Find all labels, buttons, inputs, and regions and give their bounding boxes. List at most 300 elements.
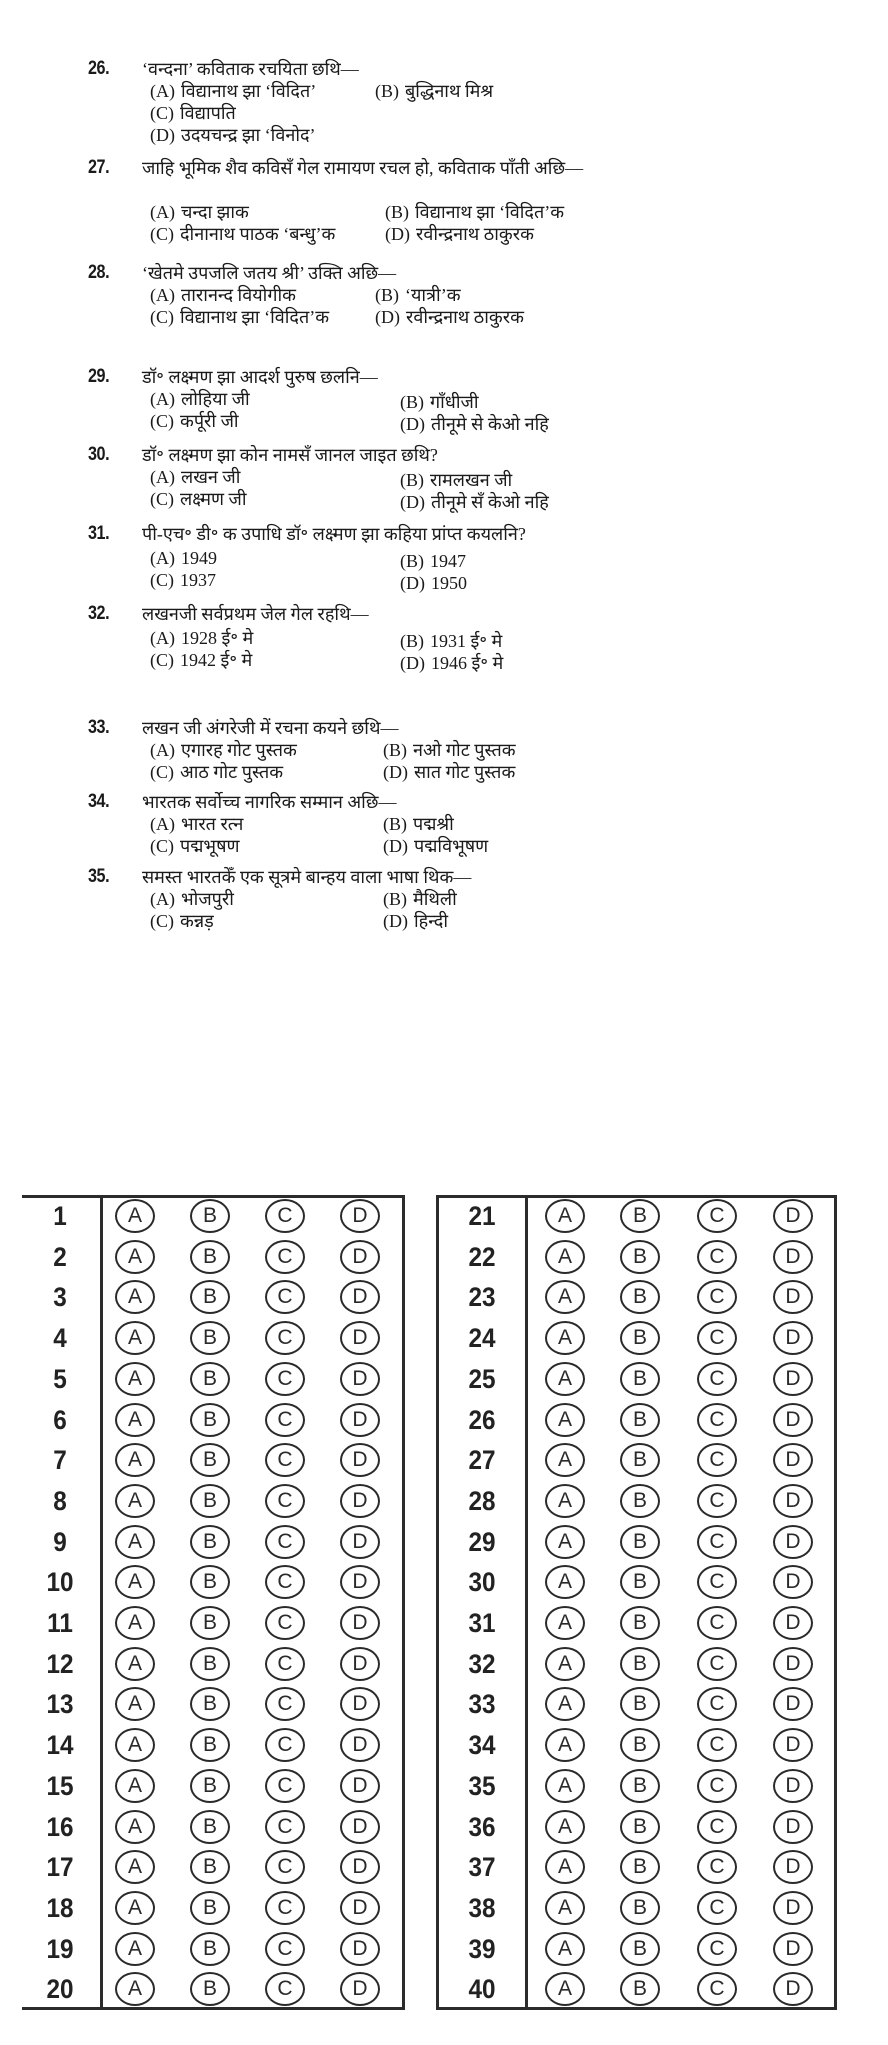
- bubble-b[interactable]: B: [190, 1362, 230, 1396]
- bubble-a[interactable]: A: [545, 1647, 585, 1681]
- bubble-c[interactable]: C: [697, 1280, 737, 1314]
- option-text: सात गोट पुस्तक: [414, 762, 516, 782]
- bubble-c[interactable]: C: [697, 1606, 737, 1640]
- bubble-c[interactable]: C: [265, 1932, 305, 1966]
- bubble-b[interactable]: B: [190, 1565, 230, 1599]
- bubble-d[interactable]: D: [340, 1647, 380, 1681]
- bubble-a[interactable]: A: [545, 1850, 585, 1884]
- answer-option[interactable]: [150, 488, 247, 510]
- bubble-a[interactable]: A: [115, 1565, 155, 1599]
- bubble-d[interactable]: D: [773, 1972, 813, 2006]
- bubble-a[interactable]: A: [545, 1728, 585, 1762]
- bubble-a[interactable]: A: [545, 1362, 585, 1396]
- bubble-c[interactable]: C: [265, 1565, 305, 1599]
- bubble-c[interactable]: C: [265, 1321, 305, 1355]
- answer-option[interactable]: [383, 835, 488, 857]
- bubble-c[interactable]: C: [265, 1443, 305, 1477]
- bubble-a[interactable]: A: [115, 1891, 155, 1925]
- bubble-a[interactable]: A: [545, 1891, 585, 1925]
- bubble-b[interactable]: B: [620, 1321, 660, 1355]
- answer-option[interactable]: [400, 630, 502, 652]
- question-number: 32.: [88, 603, 110, 624]
- bubble-a[interactable]: A: [115, 1810, 155, 1844]
- option-label: (C): [150, 489, 174, 509]
- bubble-d[interactable]: D: [773, 1810, 813, 1844]
- bubble-c[interactable]: C: [265, 1280, 305, 1314]
- option-text: बुद्धिनाथ मिश्र: [405, 81, 494, 101]
- bubble-d[interactable]: D: [340, 1525, 380, 1559]
- bubble-d[interactable]: D: [773, 1484, 813, 1518]
- bubble-c[interactable]: C: [265, 1362, 305, 1396]
- bubble-d[interactable]: D: [340, 1199, 380, 1233]
- option-label: (C): [150, 762, 174, 782]
- row-number: 33: [468, 1689, 496, 1720]
- bubble-a[interactable]: A: [545, 1280, 585, 1314]
- answer-option[interactable]: [150, 410, 239, 432]
- bubble-a[interactable]: A: [115, 1687, 155, 1721]
- bubble-c[interactable]: C: [697, 1362, 737, 1396]
- row-number: 29: [468, 1526, 496, 1557]
- bubble-c[interactable]: C: [697, 1769, 737, 1803]
- bubble-c[interactable]: C: [697, 1565, 737, 1599]
- bubble-b[interactable]: B: [190, 1647, 230, 1681]
- answer-option[interactable]: [150, 649, 252, 671]
- option-label: (B): [383, 889, 407, 909]
- option-text: हिन्दी: [414, 911, 449, 931]
- bubble-d[interactable]: D: [773, 1280, 813, 1314]
- question-text: पी-एच॰ डी॰ क उपाधि डॉ॰ लक्ष्मण झा कहिया प्रांप्त कयलनि?: [142, 524, 526, 544]
- option-label: (A): [150, 202, 175, 222]
- bubble-c[interactable]: C: [265, 1484, 305, 1518]
- question-text: डॉ॰ लक्ष्मण झा आदर्श पुरुष छलनि—: [142, 367, 378, 387]
- bubble-a[interactable]: A: [115, 1728, 155, 1762]
- bubble-b[interactable]: B: [620, 1728, 660, 1762]
- answer-option[interactable]: [150, 813, 243, 835]
- bubble-d[interactable]: D: [340, 1606, 380, 1640]
- answer-row: [0, 1847, 888, 1887]
- answer-option[interactable]: [400, 491, 549, 513]
- answer-row: [0, 1400, 888, 1440]
- bubble-a[interactable]: A: [545, 1199, 585, 1233]
- bubble-b[interactable]: B: [620, 1687, 660, 1721]
- answer-option[interactable]: [383, 761, 515, 783]
- bubble-b[interactable]: B: [620, 1443, 660, 1477]
- row-number: 20: [46, 1974, 74, 2005]
- bubble-c[interactable]: C: [265, 1728, 305, 1762]
- answer-option[interactable]: [400, 652, 503, 674]
- bubble-c[interactable]: C: [265, 1687, 305, 1721]
- bubble-a[interactable]: A: [545, 1443, 585, 1477]
- row-number: 34: [468, 1730, 496, 1761]
- bubble-b[interactable]: B: [620, 1199, 660, 1233]
- bubble-b[interactable]: B: [190, 1810, 230, 1844]
- bubble-a[interactable]: A: [115, 1443, 155, 1477]
- bubble-a[interactable]: A: [115, 1484, 155, 1518]
- bubble-b[interactable]: B: [620, 1362, 660, 1396]
- bubble-a[interactable]: A: [115, 1321, 155, 1355]
- answer-row: [0, 1277, 888, 1317]
- bubble-a[interactable]: A: [545, 1687, 585, 1721]
- bubble-c[interactable]: C: [697, 1850, 737, 1884]
- bubble-c[interactable]: C: [697, 1728, 737, 1762]
- bubble-d[interactable]: D: [340, 1240, 380, 1274]
- bubble-c[interactable]: C: [697, 1403, 737, 1437]
- row-number: 39: [468, 1933, 496, 1964]
- bubble-a[interactable]: A: [115, 1850, 155, 1884]
- bubble-d[interactable]: D: [340, 1443, 380, 1477]
- option-label: (D): [385, 224, 410, 244]
- row-number: 36: [468, 1811, 496, 1842]
- option-label: (D): [383, 762, 408, 782]
- bubble-a[interactable]: A: [545, 1606, 585, 1640]
- question-text: समस्त भारतकेँ एक सूत्रमे बान्हय वाला भाषा थिक—: [142, 867, 472, 887]
- bubble-d[interactable]: D: [340, 1769, 380, 1803]
- row-number: 35: [468, 1770, 496, 1801]
- bubble-d[interactable]: D: [773, 1769, 813, 1803]
- bubble-d[interactable]: D: [773, 1199, 813, 1233]
- bubble-b[interactable]: B: [190, 1850, 230, 1884]
- bubble-d[interactable]: D: [340, 1321, 380, 1355]
- bubble-b[interactable]: B: [620, 1810, 660, 1844]
- row-number: 7: [53, 1445, 67, 1476]
- bubble-a[interactable]: A: [545, 1525, 585, 1559]
- bubble-d[interactable]: D: [773, 1932, 813, 1966]
- answer-row: [0, 1522, 888, 1562]
- bubble-b[interactable]: B: [620, 1280, 660, 1314]
- bubble-d[interactable]: D: [340, 1484, 380, 1518]
- option-label: (A): [150, 389, 175, 409]
- bubble-c[interactable]: C: [697, 1687, 737, 1721]
- option-text: भारत रत्न: [181, 814, 244, 834]
- option-label: (B): [400, 631, 424, 651]
- bubble-b[interactable]: B: [620, 1403, 660, 1437]
- bubble-b[interactable]: B: [190, 1728, 230, 1762]
- option-text: पद्मभूषण: [180, 836, 240, 856]
- bubble-a[interactable]: A: [115, 1199, 155, 1233]
- option-label: (D): [400, 573, 425, 593]
- bubble-b[interactable]: B: [620, 1647, 660, 1681]
- answer-option[interactable]: [150, 306, 329, 328]
- bubble-c[interactable]: C: [265, 1606, 305, 1640]
- answer-row: [0, 1644, 888, 1684]
- option-text: 1950: [431, 573, 467, 593]
- bubble-b[interactable]: B: [190, 1972, 230, 2006]
- bubble-c[interactable]: C: [697, 1484, 737, 1518]
- row-number: 32: [468, 1648, 496, 1679]
- bubble-c[interactable]: C: [697, 1240, 737, 1274]
- bubble-c[interactable]: C: [265, 1199, 305, 1233]
- answer-option[interactable]: [150, 80, 316, 102]
- option-label: (A): [150, 889, 175, 909]
- option-label: (D): [383, 911, 408, 931]
- bubble-b[interactable]: B: [620, 1932, 660, 1966]
- option-text: लखन जी: [181, 467, 241, 487]
- bubble-d[interactable]: D: [773, 1647, 813, 1681]
- bubble-c[interactable]: C: [265, 1769, 305, 1803]
- bubble-c[interactable]: C: [265, 1850, 305, 1884]
- bubble-b[interactable]: B: [190, 1240, 230, 1274]
- option-text: आठ गोट पुस्तक: [180, 762, 284, 782]
- bubble-b[interactable]: B: [620, 1565, 660, 1599]
- bubble-b[interactable]: B: [190, 1525, 230, 1559]
- answer-option[interactable]: [150, 284, 296, 306]
- bubble-b[interactable]: B: [190, 1891, 230, 1925]
- option-label: (D): [400, 653, 425, 673]
- question-text: भारतक सर्वोच्च नागरिक सम्मान अछि—: [142, 792, 397, 812]
- bubble-d[interactable]: D: [340, 1687, 380, 1721]
- option-label: (C): [150, 307, 174, 327]
- bubble-b[interactable]: B: [190, 1199, 230, 1233]
- bubble-d[interactable]: D: [773, 1891, 813, 1925]
- row-number: 4: [53, 1323, 67, 1354]
- option-label: (A): [150, 81, 175, 101]
- bubble-a[interactable]: A: [115, 1280, 155, 1314]
- bubble-b[interactable]: B: [620, 1769, 660, 1803]
- bubble-c[interactable]: C: [697, 1443, 737, 1477]
- answer-row: [0, 1969, 888, 2009]
- answer-option[interactable]: [383, 739, 516, 761]
- bubble-a[interactable]: A: [115, 1525, 155, 1559]
- option-label: (A): [150, 467, 175, 487]
- bubble-b[interactable]: B: [620, 1525, 660, 1559]
- row-number: 24: [468, 1323, 496, 1354]
- bubble-c[interactable]: C: [265, 1891, 305, 1925]
- bubble-a[interactable]: A: [545, 1769, 585, 1803]
- bubble-d[interactable]: D: [773, 1565, 813, 1599]
- answer-option[interactable]: [150, 547, 217, 569]
- row-number: 12: [46, 1648, 74, 1679]
- bubble-c[interactable]: C: [697, 1647, 737, 1681]
- answer-option[interactable]: [150, 102, 236, 124]
- bubble-d[interactable]: D: [340, 1810, 380, 1844]
- row-number: 30: [468, 1567, 496, 1598]
- row-number: 15: [46, 1770, 74, 1801]
- bubble-d[interactable]: D: [340, 1728, 380, 1762]
- row-number: 17: [46, 1852, 74, 1883]
- option-label: (D): [375, 307, 400, 327]
- bubble-d[interactable]: D: [773, 1728, 813, 1762]
- question-text: ‘खेतमे उपजलि जतय श्री’ उक्ति अछि—: [142, 263, 397, 283]
- bubble-c[interactable]: C: [697, 1932, 737, 1966]
- option-text: गाँधीजी: [430, 392, 479, 412]
- bubble-a[interactable]: A: [545, 1565, 585, 1599]
- bubble-a[interactable]: A: [115, 1972, 155, 2006]
- bubble-d[interactable]: D: [340, 1403, 380, 1437]
- bubble-c[interactable]: C: [697, 1525, 737, 1559]
- bubble-b[interactable]: B: [620, 1240, 660, 1274]
- row-number: 38: [468, 1892, 496, 1923]
- option-text: दीनानाथ पाठक ‘बन्धु’क: [180, 224, 336, 244]
- answer-row: [0, 1359, 888, 1399]
- answer-option[interactable]: [383, 813, 454, 835]
- bubble-d[interactable]: D: [773, 1443, 813, 1477]
- bubble-d[interactable]: D: [773, 1687, 813, 1721]
- question-text: लखनजी सर्वप्रथम जेल गेल रहथि—: [142, 604, 369, 624]
- bubble-b[interactable]: B: [190, 1403, 230, 1437]
- bubble-a[interactable]: A: [545, 1321, 585, 1355]
- answer-option[interactable]: [150, 569, 216, 591]
- bubble-c[interactable]: C: [265, 1240, 305, 1274]
- bubble-c[interactable]: C: [697, 1321, 737, 1355]
- option-label: (C): [150, 650, 174, 670]
- answer-option[interactable]: [383, 910, 448, 932]
- answer-row: [0, 1725, 888, 1765]
- bubble-d[interactable]: D: [340, 1850, 380, 1884]
- question-text: लखन जी अंगरेजी में रचना कयने छथि—: [142, 718, 399, 738]
- answer-option[interactable]: [150, 761, 283, 783]
- bubble-c[interactable]: C: [697, 1891, 737, 1925]
- bubble-b[interactable]: B: [620, 1972, 660, 2006]
- bubble-c[interactable]: C: [265, 1647, 305, 1681]
- bubble-a[interactable]: A: [115, 1403, 155, 1437]
- row-number: 9: [53, 1526, 67, 1557]
- bubble-b[interactable]: B: [190, 1443, 230, 1477]
- bubble-c[interactable]: C: [265, 1810, 305, 1844]
- bubble-a[interactable]: A: [545, 1240, 585, 1274]
- bubble-c[interactable]: C: [265, 1403, 305, 1437]
- bubble-c[interactable]: C: [697, 1810, 737, 1844]
- bubble-b[interactable]: B: [620, 1891, 660, 1925]
- bubble-c[interactable]: C: [697, 1972, 737, 2006]
- bubble-a[interactable]: A: [115, 1647, 155, 1681]
- bubble-b[interactable]: B: [190, 1687, 230, 1721]
- answer-row: [0, 1440, 888, 1480]
- bubble-a[interactable]: A: [545, 1403, 585, 1437]
- bubble-d[interactable]: D: [773, 1850, 813, 1884]
- bubble-a[interactable]: A: [545, 1932, 585, 1966]
- answer-option[interactable]: [150, 888, 234, 910]
- row-number: 21: [468, 1201, 496, 1231]
- bubble-a[interactable]: A: [545, 1972, 585, 2006]
- option-label: (D): [400, 492, 425, 512]
- bubble-a[interactable]: A: [115, 1606, 155, 1640]
- option-label: (C): [150, 836, 174, 856]
- bubble-d[interactable]: D: [340, 1565, 380, 1599]
- answer-option[interactable]: [400, 469, 512, 491]
- option-text: पद्मश्री: [413, 814, 454, 834]
- row-number: 11: [47, 1608, 73, 1638]
- option-label: (D): [150, 125, 175, 145]
- answer-option[interactable]: [385, 201, 564, 223]
- option-text: 1937: [180, 570, 216, 590]
- bubble-a[interactable]: A: [115, 1932, 155, 1966]
- option-label: (A): [150, 740, 175, 760]
- option-text: तीनूमे से केओ नहि: [431, 414, 549, 434]
- bubble-d[interactable]: D: [340, 1280, 380, 1314]
- bubble-d[interactable]: D: [340, 1932, 380, 1966]
- option-text: विद्यापति: [180, 103, 236, 123]
- row-number: 13: [46, 1689, 74, 1720]
- bubble-a[interactable]: A: [545, 1484, 585, 1518]
- question-number: 31.: [88, 523, 110, 544]
- answer-option[interactable]: [400, 391, 479, 413]
- answer-option[interactable]: [150, 223, 335, 245]
- row-number: 1: [53, 1201, 67, 1231]
- bubble-b[interactable]: B: [190, 1484, 230, 1518]
- option-label: (B): [375, 81, 399, 101]
- question-number: 30.: [88, 444, 110, 465]
- bubble-b[interactable]: B: [620, 1606, 660, 1640]
- bubble-b[interactable]: B: [620, 1484, 660, 1518]
- bubble-d[interactable]: D: [773, 1525, 813, 1559]
- bubble-d[interactable]: D: [773, 1240, 813, 1274]
- option-label: (C): [150, 911, 174, 931]
- bubble-d[interactable]: D: [773, 1606, 813, 1640]
- bubble-b[interactable]: B: [190, 1932, 230, 1966]
- answer-option[interactable]: [150, 201, 249, 223]
- option-label: (A): [150, 548, 175, 568]
- answer-option[interactable]: [375, 306, 524, 328]
- answer-option[interactable]: [150, 388, 250, 410]
- row-number: 2: [53, 1241, 67, 1272]
- option-label: (A): [150, 285, 175, 305]
- answer-option[interactable]: [150, 466, 240, 488]
- bubble-b[interactable]: B: [190, 1321, 230, 1355]
- answer-option[interactable]: [400, 550, 466, 572]
- bubble-c[interactable]: C: [265, 1972, 305, 2006]
- row-number: 10: [46, 1567, 74, 1598]
- question-number: 27.: [88, 157, 110, 178]
- option-text: विद्यानाथ झा ‘विदित’: [181, 81, 317, 101]
- bubble-b[interactable]: B: [190, 1769, 230, 1803]
- bubble-b[interactable]: B: [190, 1280, 230, 1314]
- answer-option[interactable]: [150, 910, 214, 932]
- row-number: 26: [468, 1404, 496, 1435]
- bubble-b[interactable]: B: [620, 1850, 660, 1884]
- bubble-d[interactable]: D: [773, 1403, 813, 1437]
- answer-option[interactable]: [150, 124, 316, 146]
- option-text: लक्ष्मण जी: [180, 489, 247, 509]
- option-text: विद्यानाथ झा ‘विदित’क: [415, 202, 565, 222]
- answer-option[interactable]: [375, 80, 493, 102]
- answer-option[interactable]: [400, 413, 549, 435]
- bubble-c[interactable]: C: [265, 1525, 305, 1559]
- option-text: 1946 ई॰ मे: [431, 653, 504, 673]
- answer-option[interactable]: [400, 572, 467, 594]
- question-text: डॉ॰ लक्ष्मण झा कोन नामसँ जानल जाइत छथि?: [142, 445, 438, 465]
- option-label: (C): [150, 103, 174, 123]
- answer-option[interactable]: [385, 223, 534, 245]
- option-text: एगारह गोट पुस्तक: [181, 740, 297, 760]
- option-text: विद्यानाथ झा ‘विदित’क: [180, 307, 330, 327]
- answer-option[interactable]: [150, 835, 240, 857]
- option-label: (B): [385, 202, 409, 222]
- answer-option[interactable]: [150, 627, 253, 649]
- bubble-a[interactable]: A: [115, 1240, 155, 1274]
- option-text: उदयचन्द्र झा ‘विनोद’: [181, 125, 316, 145]
- bubble-a[interactable]: A: [115, 1769, 155, 1803]
- bubble-c[interactable]: C: [697, 1199, 737, 1233]
- bubble-a[interactable]: A: [545, 1810, 585, 1844]
- answer-option[interactable]: [383, 888, 457, 910]
- bubble-b[interactable]: B: [190, 1606, 230, 1640]
- option-label: (C): [150, 224, 174, 244]
- bubble-d[interactable]: D: [340, 1362, 380, 1396]
- answer-option[interactable]: [150, 739, 297, 761]
- bubble-a[interactable]: A: [115, 1362, 155, 1396]
- option-text: ‘यात्री’क: [405, 285, 461, 305]
- answer-option[interactable]: [375, 284, 461, 306]
- row-number: 5: [53, 1363, 67, 1394]
- answer-row: [0, 1807, 888, 1847]
- option-text: तीनूमे सँ केओ नहि: [431, 492, 549, 512]
- bubble-d[interactable]: D: [773, 1321, 813, 1355]
- bubble-d[interactable]: D: [340, 1891, 380, 1925]
- bubble-d[interactable]: D: [773, 1362, 813, 1396]
- option-text: तारानन्द वियोगीक: [181, 285, 296, 305]
- bubble-d[interactable]: D: [340, 1972, 380, 2006]
- option-label: (C): [150, 570, 174, 590]
